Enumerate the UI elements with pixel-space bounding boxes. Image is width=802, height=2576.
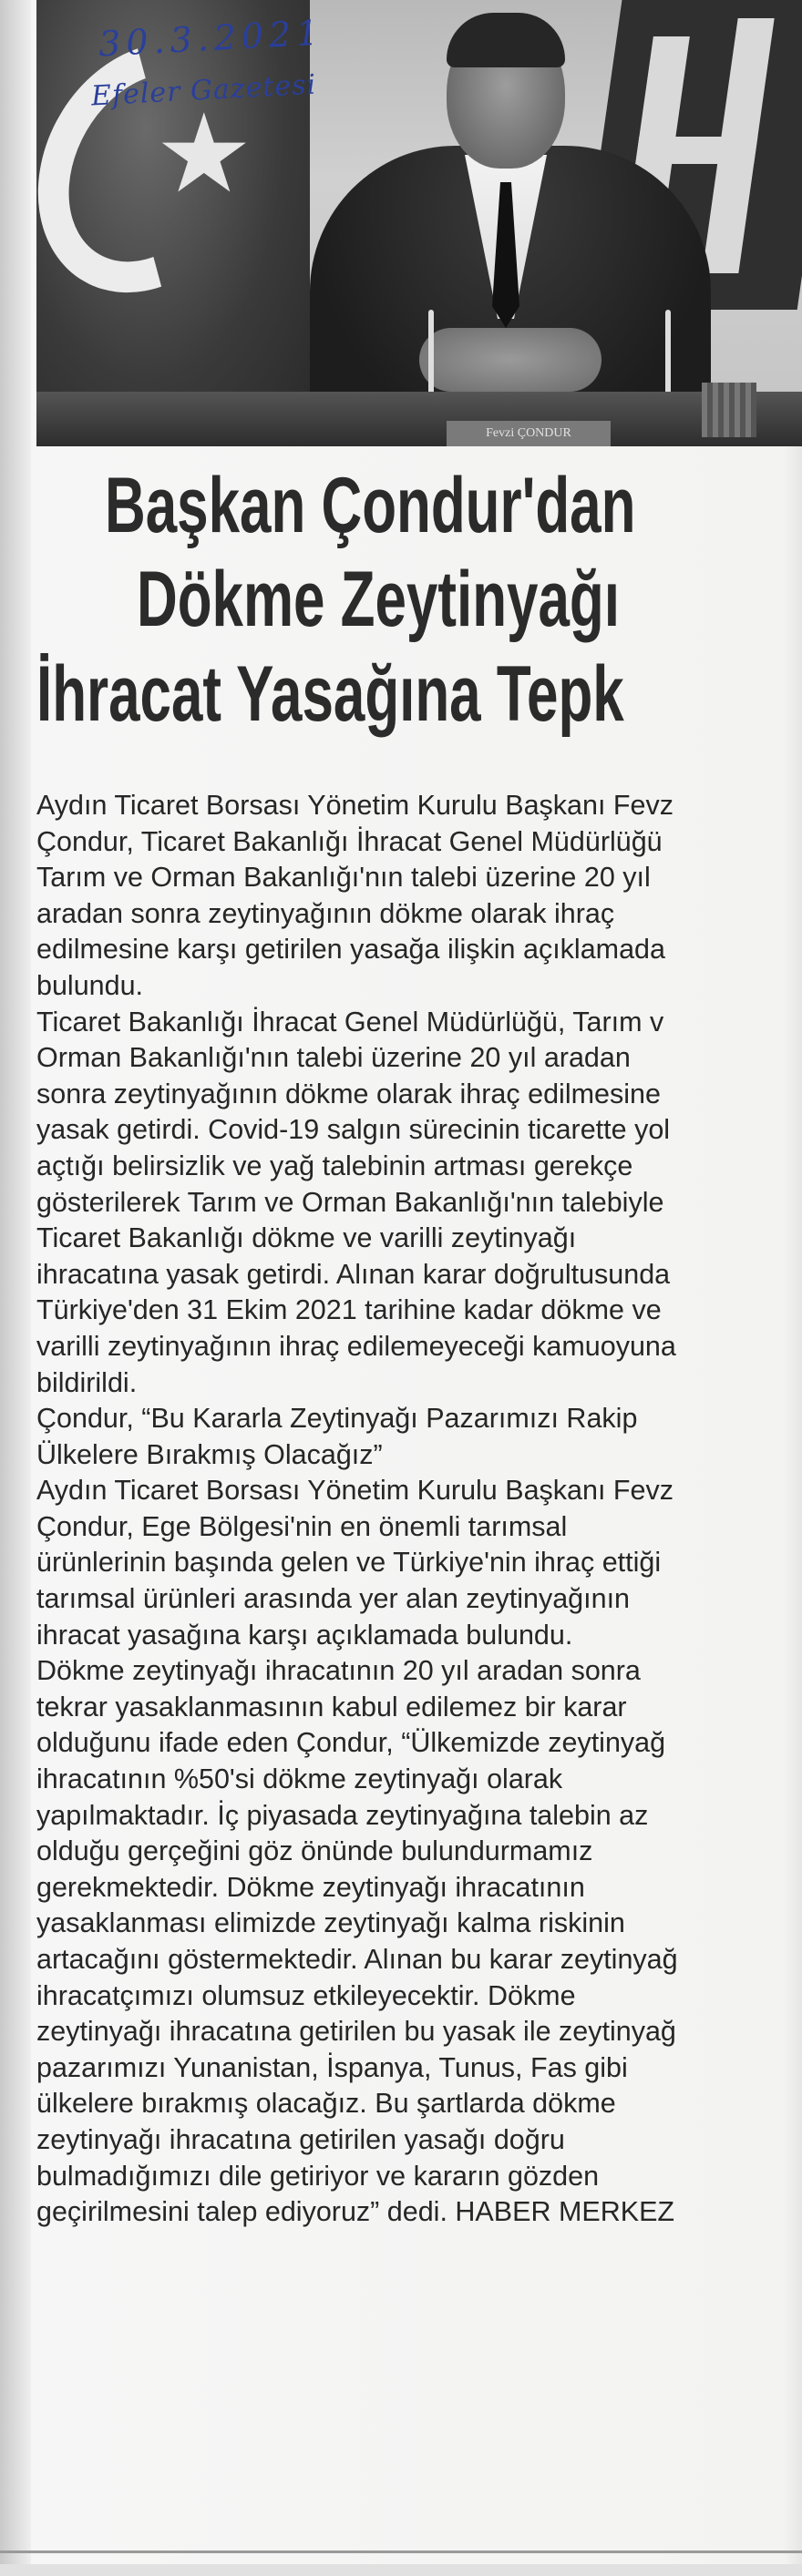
article-line: bulundu. [36, 969, 144, 1001]
page-edge-shadow [0, 0, 31, 2576]
article-line: Dökme zeytinyağı ihracatının 20 yıl aradan sonra [36, 1655, 641, 1687]
article-line: ihracatçımızı olumsuz etkileyecektir. Dökme [36, 1979, 576, 2011]
nameplate: Fevzi ÇONDUR [447, 421, 611, 446]
article-line: açtığı belirsizlik ve yağ talebinin artması gerekçe [36, 1150, 633, 1181]
article-line: Çondur, Ticaret Bakanlığı İhracat Genel Müdürlüğü [36, 825, 663, 857]
article-line: pazarımızı Yunanistan, İspanya, Tunus, Fas gibi [36, 2051, 628, 2083]
article-line: tekrar yasaklanmasının kabul edilemez bir karar [36, 1691, 627, 1722]
article-line: gerekmektedir. Dökme zeytinyağı ihracatının [36, 1871, 585, 1903]
bottom-rule [0, 2550, 802, 2553]
article-line: tarımsal ürünleri arasında yer alan zeytinyağının [36, 1583, 630, 1615]
article-line: Orman Bakanlığı'nın talebi üzerine 20 yıl aradan [36, 1042, 631, 1074]
turkish-flag [36, 0, 310, 428]
article-line: olduğunu ifade eden Çondur, “Ülkemizde zeytinyağ [36, 1727, 666, 1759]
headline [0, 460, 802, 742]
bottom-margin [0, 2564, 802, 2576]
article-line: Aydın Ticaret Borsası Yönetim Kurulu Başkanı Fevz [36, 1475, 674, 1507]
desk [36, 392, 802, 446]
article-line: geçirilmesini talep ediyoruz” dedi. HABER MERKEZ [36, 2196, 675, 2228]
person-hands [419, 328, 602, 392]
article-line: olduğu gerçeğini göz önünde bulundurmamız [36, 1835, 593, 1867]
article-line: yapılmaktadır. İç piyasada zeytinyağına talebin az [36, 1799, 649, 1831]
article-line: zeytinyağı ihracatına getirilen yasağı doğru [36, 2123, 565, 2155]
handwritten-source: Efeler Gazetesi [90, 68, 317, 113]
article-line: ülkelere bırakmış olacağız. Bu şartlarda dökme [36, 2088, 616, 2120]
article-line: Çondur, Ege Bölgesi'nin en önemli tarımsal [36, 1510, 568, 1542]
article-body [36, 788, 802, 2231]
article-line: ürünlerinin başında gelen ve Türkiye'nin ihraç ettiği [36, 1547, 662, 1579]
pen-holder [702, 383, 756, 437]
article-photo [36, 0, 802, 446]
article-line: varilli zeytinyağının ihraç edilemeyeceği kamuoyuna [36, 1330, 676, 1362]
article-line: Ülkelere Bırakmış Olacağız” [36, 1438, 383, 1470]
article-line: artacağını göstermektedir. Alınan bu karar zeytinyağ [36, 1944, 678, 1975]
article-line: gösterilerek Tarım ve Orman Bakanlığı'nın talebiyle [36, 1186, 664, 1218]
article-line: Tarım ve Orman Bakanlığı'nın talebi üzerine 20 yıl [36, 862, 651, 894]
article-line: Ticaret Bakanlığı dökme ve varilli zeytinyağı [36, 1222, 577, 1254]
article-line: ihracatının %50'si dökme zeytinyağı olarak [36, 1763, 563, 1795]
article-line: zeytinyağı ihracatına getirilen bu yasak ile zeytinyağ [36, 2016, 676, 2048]
article-line: ihracat yasağına karşı açıklamada bulundu. [36, 1619, 573, 1651]
handwritten-date: 30.3.2021 [98, 12, 325, 65]
article-line: edilmesine karşı getirilen yasağa ilişkin açıklamada [36, 934, 665, 966]
headline-line: Dökme Zeytinyağı [137, 556, 620, 643]
flag-star-icon: ★ [155, 91, 253, 218]
article-line: sonra zeytinyağının dökme olarak ihraç edilmesine [36, 1078, 661, 1109]
article-line: bulmadığımızı dile getiriyor ve kararın gözden [36, 2160, 600, 2192]
headline-line: Başkan Çondur'dan [105, 462, 636, 549]
article-line: aradan sonra zeytinyağının dökme olarak ihraç [36, 897, 615, 929]
article-line: Aydın Ticaret Borsası Yönetim Kurulu Başkanı Fevz [36, 790, 674, 821]
article-line: yasaklanması elimizde zeytinyağı kalma riskinin [36, 1907, 625, 1939]
article-line: Türkiye'den 31 Ekim 2021 tarihine kadar dökme ve [36, 1294, 662, 1326]
headline-line: İhracat Yasağına Tepk [36, 650, 624, 738]
article-line: Çondur, “Bu Kararla Zeytinyağı Pazarımızı Rakip [36, 1403, 638, 1435]
article-line: bildirildi. [36, 1366, 138, 1398]
article-line: Ticaret Bakanlığı İhracat Genel Müdürlüğü, Tarım v [36, 1006, 664, 1038]
article-line: ihracatına yasak getirdi. Alınan karar doğrultusunda [36, 1258, 671, 1290]
article-line: yasak getirdi. Covid-19 salgın sürecinin ticarette yol [36, 1114, 671, 1146]
